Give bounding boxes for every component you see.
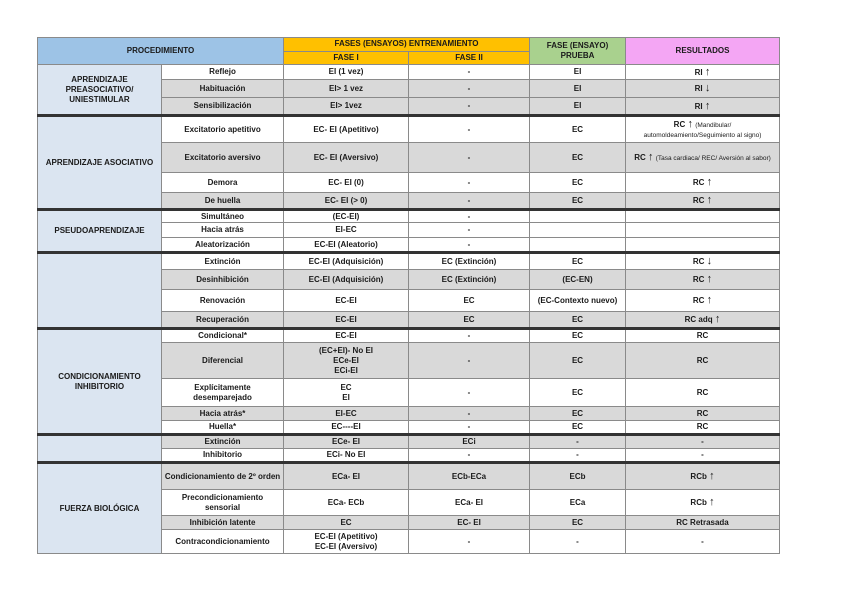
table-row (38, 210, 780, 223)
row-resultado: RC (626, 421, 780, 435)
header-resultados: RESULTADOS (626, 38, 780, 65)
row-name: Extinción (162, 253, 284, 270)
row-resultado: RC adq ↑ (626, 312, 780, 329)
row-fase2: ECa- EI (409, 490, 530, 516)
row-fase2: - (409, 238, 530, 253)
row-resultado (626, 238, 780, 253)
arrow-up-icon: ↑ (706, 194, 713, 206)
row-name: Diferencial (162, 343, 284, 379)
arrow-up-icon: ↑ (647, 151, 654, 163)
row-resultado: - (626, 435, 780, 449)
row-prueba: EC (530, 407, 626, 421)
row-fase2: - (409, 98, 530, 116)
row-name: Precondicionamiento sensorial (162, 490, 284, 516)
row-prueba: EI (530, 80, 626, 98)
row-resultado: RC ↓ (626, 253, 780, 270)
section-label: APRENDIZAJE ASOCIATIVO (38, 116, 162, 210)
row-fase2: EC (Extinción) (409, 253, 530, 270)
row-fase1: EC-EI (284, 312, 409, 329)
row-prueba: EI (530, 98, 626, 116)
row-prueba: EC (530, 253, 626, 270)
row-name: De huella (162, 193, 284, 210)
row-resultado: RCb ↑ (626, 463, 780, 490)
row-resultado: RC ↑ (626, 270, 780, 290)
row-fase2: - (409, 143, 530, 173)
row-fase2: - (409, 65, 530, 80)
row-name: Aleatorización (162, 238, 284, 253)
row-prueba: (EC-EN) (530, 270, 626, 290)
row-name: Inhibitorio (162, 449, 284, 463)
row-prueba: ECa (530, 490, 626, 516)
row-resultado: RC (626, 343, 780, 379)
row-fase1: EC-EI (Aleatorio) (284, 238, 409, 253)
row-resultado: RC ↑ (626, 290, 780, 312)
row-prueba: EC (530, 143, 626, 173)
arrow-up-icon: ↑ (704, 65, 711, 78)
row-fase2: - (409, 407, 530, 421)
row-resultado: RC ↑ (626, 173, 780, 193)
row-fase2: - (409, 329, 530, 343)
row-fase1: EC-EI (Adquisición) (284, 270, 409, 290)
row-name: Explícitamente desemparejado (162, 379, 284, 407)
header-fases-entrenamiento: FASES (ENSAYOS) ENTRENAMIENTO (284, 38, 530, 52)
row-prueba: - (530, 435, 626, 449)
row-prueba: EC (530, 516, 626, 530)
row-fase1: EC- EI (0) (284, 173, 409, 193)
row-prueba: EC (530, 329, 626, 343)
row-name: Huella* (162, 421, 284, 435)
row-prueba: - (530, 449, 626, 463)
row-fase1: EC-EI (284, 290, 409, 312)
row-resultado: RC Retrasada (626, 516, 780, 530)
section-label: CONDICIONAMIENTO INHIBITORIO (38, 329, 162, 435)
row-fase2: - (409, 530, 530, 554)
row-fase1: ECi- No EI (284, 449, 409, 463)
row-name: Excitatorio aversivo (162, 143, 284, 173)
row-fase1: EC EI (284, 379, 409, 407)
row-name: Demora (162, 173, 284, 193)
row-fase2: - (409, 421, 530, 435)
row-fase2: - (409, 379, 530, 407)
row-resultado: RC ↑ (Mandibular/ automoldeamiento/Seguimiento al signo) (626, 116, 780, 143)
row-name: Condicionamiento de 2º orden (162, 463, 284, 490)
row-fase1: EI> 1 vez (284, 80, 409, 98)
row-resultado: - (626, 530, 780, 554)
row-fase1: (EC+EI)- No EI ECe-EI ECi-EI (284, 343, 409, 379)
arrow-up-icon: ↑ (706, 176, 713, 188)
row-name: Recuperación (162, 312, 284, 329)
row-prueba: ECb (530, 463, 626, 490)
header-procedimiento: PROCEDIMIENTO (38, 38, 284, 65)
row-resultado: RCb ↑ (626, 490, 780, 516)
row-fase1: EI (1 vez) (284, 65, 409, 80)
row-fase1: EC----EI (284, 421, 409, 435)
row-fase2: - (409, 173, 530, 193)
row-fase2: - (409, 80, 530, 98)
row-name: Contracondicionamiento (162, 530, 284, 554)
table-row (38, 65, 780, 80)
row-resultado: RI ↓ (626, 80, 780, 98)
row-prueba: EC (530, 421, 626, 435)
result-note: (Tasa cardiaca/ REC/ Aversión al sabor) (655, 155, 771, 162)
row-fase2: - (409, 193, 530, 210)
row-prueba: - (530, 530, 626, 554)
row-fase2: EC (409, 290, 530, 312)
row-fase1: EC-EI (Adquisición) (284, 253, 409, 270)
arrow-up-icon: ↑ (714, 313, 721, 325)
row-prueba (530, 223, 626, 238)
table-row (38, 435, 780, 449)
header-fase-prueba: FASE (ENSAYO) PRUEBA (530, 38, 626, 65)
row-fase1: ECa- EI (284, 463, 409, 490)
row-name: Habituación (162, 80, 284, 98)
row-name: Sensibilización (162, 98, 284, 116)
row-fase2: EC (Extinción) (409, 270, 530, 290)
row-fase2: ECb-ECa (409, 463, 530, 490)
row-fase2: - (409, 449, 530, 463)
row-fase2: - (409, 223, 530, 238)
section-label: FUERZA BIOLÓGICA (38, 463, 162, 554)
row-prueba (530, 238, 626, 253)
result-note: (Mandibular/ automoldeamiento/Seguimiento al signo) (643, 122, 762, 139)
row-fase1: ECe- EI (284, 435, 409, 449)
row-fase2: ECi (409, 435, 530, 449)
arrow-up-icon: ↑ (704, 99, 711, 112)
row-fase2: - (409, 210, 530, 223)
row-fase1: EC (284, 516, 409, 530)
arrow-up-icon: ↑ (706, 294, 713, 306)
arrow-up-icon: ↑ (709, 470, 715, 482)
row-fase1: (EC-EI) (284, 210, 409, 223)
row-fase2: EC (409, 312, 530, 329)
row-resultado: RC (626, 407, 780, 421)
arrow-up-icon: ↑ (709, 496, 715, 508)
arrow-down-icon: ↓ (704, 82, 711, 94)
row-name: Extinción (162, 435, 284, 449)
arrow-up-icon: ↑ (706, 273, 713, 285)
row-prueba: EC (530, 193, 626, 210)
arrow-up-icon: ↑ (687, 118, 693, 130)
section-label: PSEUDOAPRENDIZAJE (38, 210, 162, 253)
row-prueba: EC (530, 116, 626, 143)
row-fase1: EI-EC (284, 223, 409, 238)
row-name: Desinhibición (162, 270, 284, 290)
row-name: Reflejo (162, 65, 284, 80)
row-fase2: - (409, 343, 530, 379)
row-resultado: RC ↑ (626, 193, 780, 210)
row-resultado: RI ↑ (626, 98, 780, 116)
row-resultado: - (626, 449, 780, 463)
section-label: APRENDIZAJE PREASOCIATIVO/ UNIESTIMULAR (38, 65, 162, 116)
row-name: Excitatorio apetitivo (162, 116, 284, 143)
row-fase1: EI> 1vez (284, 98, 409, 116)
row-fase2: EC- EI (409, 516, 530, 530)
row-name: Hacia atrás (162, 223, 284, 238)
header-fase-1: FASE I (284, 51, 409, 65)
table-row (38, 463, 780, 490)
table-row (38, 116, 780, 143)
header-row-1 (38, 38, 780, 52)
table-row (38, 329, 780, 343)
row-name: Renovación (162, 290, 284, 312)
row-fase2: - (409, 116, 530, 143)
row-prueba: EC (530, 379, 626, 407)
header-fase-2: FASE II (409, 51, 530, 65)
row-prueba: EC (530, 343, 626, 379)
row-resultado (626, 210, 780, 223)
row-prueba: EC (530, 312, 626, 329)
procedures-table (37, 37, 780, 554)
row-prueba: (EC-Contexto nuevo) (530, 290, 626, 312)
row-prueba: EI (530, 65, 626, 80)
row-resultado: RC (626, 329, 780, 343)
row-name: Inhibición latente (162, 516, 284, 530)
row-resultado (626, 223, 780, 238)
row-resultado: RI ↑ (626, 65, 780, 80)
row-fase1: EI-EC (284, 407, 409, 421)
row-fase1: EC- EI (Aversivo) (284, 143, 409, 173)
row-name: Condicional* (162, 329, 284, 343)
row-prueba: EC (530, 173, 626, 193)
arrow-down-icon: ↓ (706, 255, 713, 267)
row-name: Hacia atrás* (162, 407, 284, 421)
section-label-empty (38, 435, 162, 463)
table-row (38, 253, 780, 270)
row-fase1: EC-EI (Apetitivo) EC-EI (Aversivo) (284, 530, 409, 554)
row-fase1: EC- EI (> 0) (284, 193, 409, 210)
row-fase1: ECa- ECb (284, 490, 409, 516)
row-resultado: RC ↑ (Tasa cardiaca/ REC/ Aversión al sabor) (626, 143, 780, 173)
row-resultado: RC (626, 379, 780, 407)
row-name: Simultáneo (162, 210, 284, 223)
row-fase1: EC- EI (Apetitivo) (284, 116, 409, 143)
section-label-empty (38, 253, 162, 329)
row-prueba (530, 210, 626, 223)
row-fase1: EC-EI (284, 329, 409, 343)
